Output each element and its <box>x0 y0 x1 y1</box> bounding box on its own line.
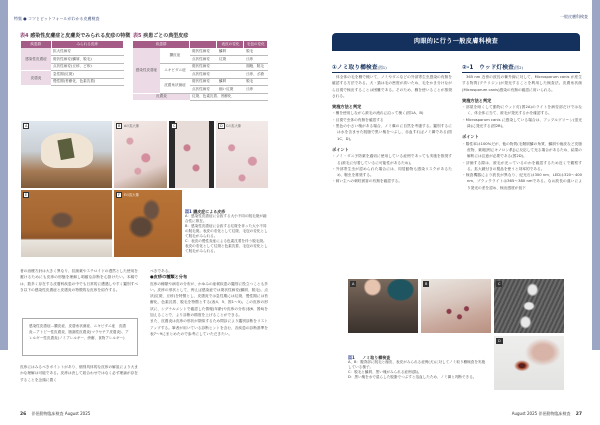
figure1-photo-b: B Aの拡大像 <box>114 121 167 188</box>
table5-title: 表5 疾患ごとの典型皮疹 <box>133 33 189 39</box>
figure1-photo-d: D Cの拡大像 <box>216 121 268 188</box>
table4: 疾患群 みられる皮疹 感染性皮膚症 拡大性病変 斑状性病変(鱗屑、脱毛) 点状性病変(丘疹、ど疹) 皮膚炎 急性期(紅斑) 慢性期(苔癬化、色素沈着) <box>21 41 124 86</box>
table5: 疾患群 表皮の変化 毛包の変化 感染性皮膚症 膿皮症 斑状性病変 鱗屑 脱毛 点状性病変 紅斑 丘疹 ニキビダニ症 斑状性病変 面皰、脱毛 点状性病変 丘疹、ざ瘡 皮膚糸状菌症 斑状性病変 鱗屑 脱毛 点状性病変 痂い紅斑 丘疹 皮膚炎 紅斑、色素沈着、苔癬化 <box>133 41 268 101</box>
running-head: 一般皮膚科検査 <box>560 14 588 19</box>
table4-title: 表4 感染性皮膚症と皮膚炎でみられる皮疹の特徴 <box>20 33 131 39</box>
figure1-caption: 図1 膿皮症による皮疹 A：感染性皮膚症に合致する大小不同の脱毛斑が融合性に散在。 B：感染性皮膚症に合致する紅斑を伴った大小不同の脱毛斑。表皮の変化として紅斑、毛包の変化として脱毛がみられる。 C：表皮の慢性炎症による色素沈着を伴う脱毛斑。表皮の変化として紅斑と色素沈着、毛包の変化として脱毛がみられる。 <box>185 209 268 253</box>
side-tab-strip <box>0 0 8 350</box>
flea-comb-section: 体全体の毛を櫛で梳いて、ノミやダニなどの外部寄生虫感染の有無を確認する方法である。犬・猫は毛の密度が高いため、毛をかき分けながら目視で検出することは困難である。そのため、櫛を使いることが推奨される。 実施方法と判定 ・櫛を使用しながら被毛の流れに沿って梳く(図1A、B) ・目視で虫体の有無を確認する ・黒色の小さい塊がある場合、ノミ糞のに自然を考慮する。鑑別するには水を含ませた脱脂で黒い塊をつぶし、赤血すればノミ糞である(図1C、D)。 ポイント ・ノミ・ダニ予防薬を適切に使用している症例であっても実施を推奨する(被毛に付着しているに可能性があるため)。 ・外部寄生虫が認められた場合には、同居動物も感染リスクがあるため、駆虫を推奨する。 ・飼い主への刺咬被害の有無を確認する。 <box>332 75 452 184</box>
body-column-1-para-1: 者の治療方針は大きく異なり、抗菌薬やステロイドの漫然とした使用を避けるためにも皮疹の形態を理解し明確な診断を心掛けたい。本稿では、数多く存在する皮膚科疾患の中でも日常的に遭遇しやすく鑑別すべき以下の感染性皮膚症と皮膚炎の特徴的な皮疹を紹介する。 <box>20 269 138 292</box>
woods-lamp-point-list: ・陽性率は100%だが、他の物質(毛鞘屑鱗の角質、鱗屑や痂皮など皮脂産物、薬剤[例にキノロン系])に反応して光る場合があるため、結果の解釈には注意が必要である(図2D)。 ・評価する際は、被毛が光っているのかを確認するため近くで観察する。拡大鏡付きの製品を使うと効率的である。 ・検査機器により波長が異なり、紀光石は300 nm、LEDは320〜400 nm、ブラックライトは365〜380 nmである。なお波長の違いにより発光の差を認め、検出感度が低下 <box>462 141 582 190</box>
woods-lamp-heading: ②-1 ウッド灯検査(図2) <box>462 62 580 73</box>
figure1-right-photo-b: B <box>421 279 491 333</box>
side-tab-strip <box>592 0 600 350</box>
body-column-2: べきである。 ●皮疹の種類と分布 皮疹の種類や病変の分布が、かゆみの症候疾患の鑑別に役立つことも多い。皮疹の形状として、例えば感染症では斑状性病変(鱗屑、脱毛)、点状(紅斑、丘疹)を特徴とし、皮膚炎では急性期には紅斑、慢性期には苔癬化、色素沈着、脱毛を特徴とする(表4、5、図1〜5)。この皮疹の形状に、シグナルメントで確認した情報(年齢)や皮疹の分布(表6、図6)を加えることで、より診断の精度を上げることができる。 また、皮膚炎は皮疹の形状が類似するため問診により鑑別診断をリストアップする。筆者が用いている診断ヒントを含む、各疾患の診断基準を表7〜9にまとめたので参考にしていただきたい。 <box>150 269 268 336</box>
figure1-photo-f: F Eの拡大像 <box>114 190 182 257</box>
flea-comb-method-list: ・櫛を使用しながら被毛の流れに沿って梳く(図1A、B) ・目視で虫体の有無を確認する ・黒色の小さい塊がある場合、ノミ糞のに自然を考慮する。鑑別するには水を含ませた脱脂で黒い塊をつぶし、赤血すればノミ糞である(図1C、D)。 <box>332 111 452 141</box>
figure1-right-photo-d: D <box>494 336 564 390</box>
body-column-1-para-2: 皮疹にはみるべきポイントがあり、個別具体的な皮疹の解説により大まかな理解は可能である。皮疹は決して総合わせではなく必ず理論が存在することを念頭に置く <box>20 365 138 382</box>
figure1-right-caption: 図1 ノミ取り櫛検査 A、B：腹背部に脱毛と痂皮、表皮がみられる症例(犬)に対してノミ取り櫛検査を実施している様子。 C：脱毛と鱗屑、黒い塊がみられる症例(猫)。 D：黒い塊を水で湿らした脱脂でつぶすと溶血したため、ノミ糞と判断できる。 <box>348 355 486 379</box>
flea-comb-heading: ①ノミ取り櫛検査(図1) <box>332 62 450 73</box>
disease-callout-box: 感染性皮膚症…膿皮症、皮膚糸状菌症、ニキビダニ症 皮膚炎…アトピー性皮膚炎、脂漏性皮膚炎(マラセチア皮膚炎)、アレルギー性皮膚炎(ノミアレルギー、疥癬、食物アレルギー) <box>22 318 138 356</box>
woods-lamp-section: 365 nm 近傍の波長の紫外線に対して、Microsporum canis が産生する物質(プテリジン)が発光することを利用した検査法。皮膚糸状菌(Microsporum canis)感染の有無の確認に用いられる。 実施方法と判定 ・部屋を暗くして動物にウッド灯(図2A)のライトを病変部だけではなく、体全体に当て、被毛が発光するかを確認する。 ・Microsporum canis に感染している場合は、アップルグリーン(蛍光緑)に発光する(図2B)。 ポイント ・陽性率は100%だが、他の物質(毛鞘屑鱗の角質、鱗屑や痂皮など皮脂産物、薬剤[例にキノロン系])に反応して光る場合があるため、結果の解釈には注意が必要である(図2D)。 ・評価する際は、被毛が光っているのかを確認するため近くで観察する。拡大鏡付きの製品を使うと効率的である。 ・検査機器により波長が異なり、紀光石は300 nm、LEDは320〜400 nm、ブラックライトは365〜380 nmである。なお波長の違いにより発光の差を認め、検出感度が低下 <box>462 75 582 190</box>
section-heading-rash-types: ●皮疹の種類と分布 <box>150 274 188 280</box>
figure1-photo-c: C <box>169 121 214 188</box>
figure1-right-photo-a: A <box>348 279 418 333</box>
figure1-photo-a: A <box>21 121 112 188</box>
folio-right: August 2025 伴侶動物臨床検査 27 <box>511 411 582 417</box>
figure1-photo-e: E <box>21 190 112 257</box>
section-banner: 肉眼的に行う一般皮膚科検査 <box>332 33 580 51</box>
figure1-right-photo-c: C <box>494 279 564 333</box>
running-head: 特集 ● コツとピットフォールがわかる皮膚検査 <box>14 16 100 21</box>
woods-lamp-method-list: ・部屋を暗くして動物にウッド灯(図2A)のライトを病変部だけではなく、体全体に当て、被毛が発光するかを確認する。 ・Microsporum canis に感染している場合は、アップルグリーン(蛍光緑)に発光する(図2B)。 <box>462 105 582 129</box>
flea-comb-point-list: ・ノミ・ダニ予防薬を適切に使用している症例であっても実施を推奨する(被毛に付着しているに可能性があるため)。 ・外部寄生虫が認められた場合には、同居動物も感染リスクがあるため、駆虫を推奨する。 ・飼い主への刺咬被害の有無を確認する。 <box>332 154 452 184</box>
folio-left: 26 伴侶動物臨床検査 August 2025 <box>20 411 91 417</box>
